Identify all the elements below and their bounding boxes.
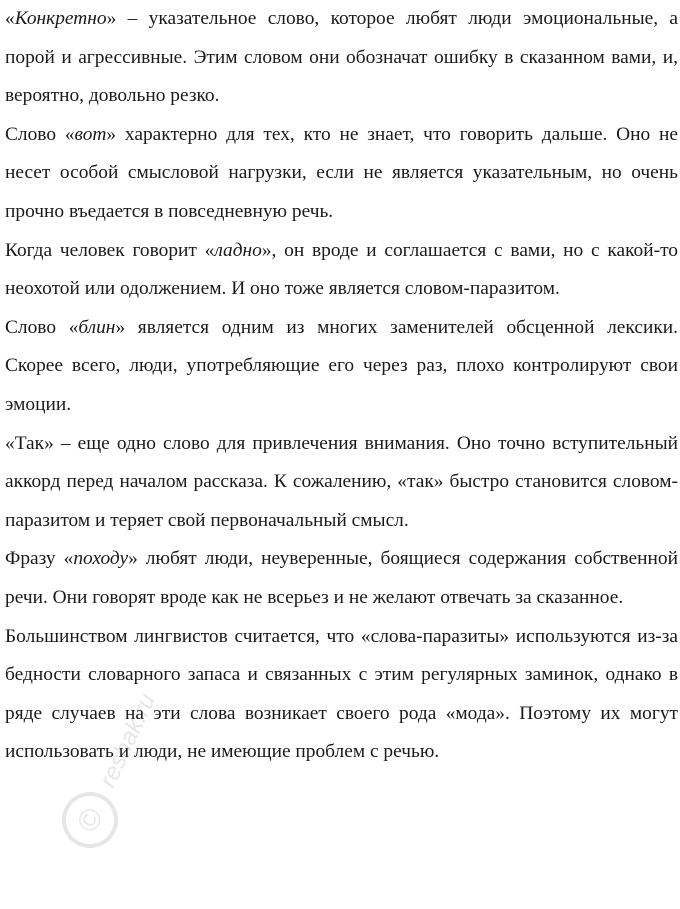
paragraph-text-after: » любят люди, неуверенные, боящиеся содержания собственной речи. Они говорят вроде как не всерьез и не желают отвечать за сказанное. [5,548,678,608]
keyword-blin: блин [78,316,116,338]
keyword-konkretno: Конкретно [14,8,107,29]
paragraph-ladno [5,232,678,309]
paragraph-text-before: Слово « [5,123,75,145]
paragraph-text-after: » является одним из многих заменителей обсценной лексики. Скорее всего, люди, употребляющие его через раз, плохо контролируют свои эмоции. [5,316,678,415]
paragraph-text-before: Фразу « [5,548,74,570]
paragraph-conclusion: Большинством лингвистов считается, что «слова-паразиты» используются из-за бедности словарного запаса и связанных с этим регулярных заминок, однако в ряде случаев на эти слова возникает своего рода «мода». Поэтому их могут использовать и люди, не имеющие проблем с речью. [5,625,678,763]
paragraph-text-before: Слово « [5,316,79,338]
paragraph-text-after: », он вроде и соглашается с вами, но с какой-то неохотой или одолжением. И оно тоже является словом-паразитом. [5,239,678,300]
keyword-pohodu: походу [73,548,129,570]
keyword-vot: вот [74,123,107,145]
paragraph-pohodu [5,540,678,617]
quote-open: « [5,8,15,29]
paragraph-vot [5,116,678,232]
quote-close: » [106,8,117,29]
watermark-text: reshak.ru [94,689,162,792]
paragraph-text: – указательное слово, которое любят люди эмоциональные, а порой и агрессивные. Этим словом они обозначат ошибку в сказанном вами, и, вероятно, довольно резко. [5,8,678,107]
paragraph-text-before: Когда человек говорит « [5,239,215,261]
svg-text:©: © [70,803,111,838]
keyword-ladno: ладно [214,239,262,261]
paragraph-blin [5,309,678,425]
paragraph-konkretno [5,0,678,116]
paragraph-tak: «Так» – еще одно слово для привлечения внимания. Оно точно вступительный аккорд перед началом рассказа. К сожалению, «так» быстро становится словом-паразитом и теряет свой первоначальный смысл. [5,432,678,531]
paragraph-text-after: » характерно для тех, кто не знает, что говорить дальше. Оно не несет особой смысловой нагрузки, если не является указательным, но очень прочно въедается в повседневную речь. [5,123,678,222]
